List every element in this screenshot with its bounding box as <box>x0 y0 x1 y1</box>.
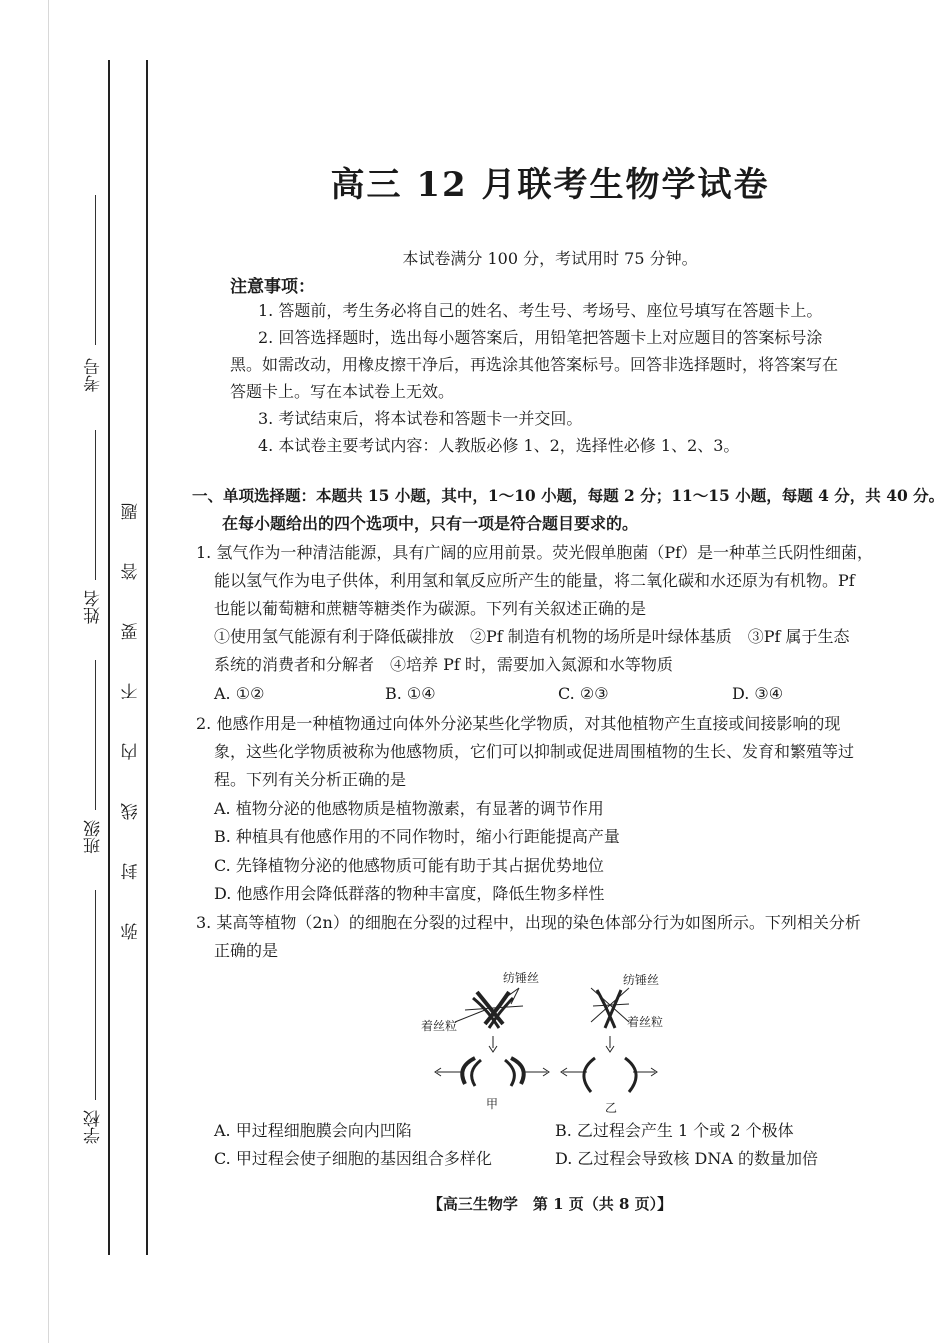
q3-text: 正确的是 <box>214 941 279 960</box>
seal-char: 答 <box>120 560 138 580</box>
q1-option-a: A. ①② <box>214 684 265 703</box>
q2-option-c: C. 先锋植物分泌的他感物质可能有助于其占据优势地位 <box>214 856 604 875</box>
q3-option-b: B. 乙过程会产生 1 个或 2 个极体 <box>555 1121 794 1140</box>
q1-text: 能以氢气作为电子供体，利用氢和氧反应所产生的能量，将二氧化碳和水还原为有机物。Pf <box>214 571 855 590</box>
class-blank <box>95 660 96 810</box>
exam-subtitle: 本试卷满分 100 分，考试用时 75 分钟。 <box>402 249 698 268</box>
page-footer: 【高三生物学 第 1 页（共 8 页）】 <box>427 1195 673 1213</box>
q2-text: 2. 他感作用是一种植物通过向体外分泌某些化学物质，对其他植物产生直接或间接影响的现 <box>196 714 841 733</box>
label-centromere-right: 着丝粒 <box>627 1015 664 1029</box>
binding-line-outer <box>146 60 148 1255</box>
exam-title: 高三 12 月联考生物学试卷 <box>330 165 770 205</box>
q2-text: 象，这些化学物质被称为他感物质，它们可以抑制或促进周围植物的生长、发育和繁殖等过 <box>214 742 855 761</box>
note-item: 4. 本试卷主要考试内容：人教版必修 1、2，选择性必修 1、2、3。 <box>258 436 740 455</box>
q1-option-d: D. ③④ <box>732 684 784 703</box>
q1-text: ①使用氢气能源有利于降低碳排放 ②Pf 制造有机物的场所是叶绿体基质 ③Pf 属于生态 <box>214 627 850 646</box>
name-label: 姓名 <box>83 590 104 624</box>
note-item: 答题卡上。写在本试卷上无效。 <box>230 382 455 401</box>
q2-option-b: B. 种植具有他感作用的不同作物时，缩小行距能提高产量 <box>214 827 620 846</box>
seal-line-text <box>118 465 140 945</box>
school-blank <box>95 890 96 1100</box>
seal-char: 不 <box>120 680 138 700</box>
label-jia: 甲 <box>486 1097 499 1111</box>
exam-no-blank <box>95 195 96 345</box>
q1-option-b: B. ①④ <box>385 684 436 703</box>
note-item: 2. 回答选择题时，选出每小题答案后，用铅笔把答题卡上对应题目的答案标号涂 <box>258 328 823 347</box>
binding-line-inner <box>108 60 110 1255</box>
process-jia-diagram <box>435 988 549 1086</box>
process-yi-diagram <box>561 988 657 1092</box>
seal-char: 封 <box>120 860 138 880</box>
class-label: 班级 <box>83 820 104 854</box>
name-blank <box>95 430 96 580</box>
notes-heading: 注意事项： <box>230 277 315 297</box>
note-item: 3. 考试结束后，将本试卷和答题卡一并交回。 <box>258 409 583 428</box>
label-spindle-right: 纺锤丝 <box>623 973 660 987</box>
seal-char: 题 <box>120 500 138 520</box>
q1-text: 也能以葡萄糖和蔗糖等糖类作为碳源。下列有关叙述正确的是 <box>214 599 647 618</box>
page-edge <box>48 0 49 1343</box>
chromosome-figure <box>415 968 695 1116</box>
section-heading: 一、单项选择题：本题共 15 小题，其中，1～10 小题，每题 2 分；11～15 小题，每题 4 分，共 40 分。 <box>192 486 945 505</box>
q1-text: 1. 氢气作为一种清洁能源，具有广阔的应用前景。荧光假单胞菌（Pf）是一种革兰氏阴性细菌， <box>196 543 874 562</box>
q3-option-a: A. 甲过程细胞膜会向内凹陷 <box>214 1121 412 1140</box>
q1-text: 系统的消费者和分解者 ④培养 Pf 时，需要加入氮源和水等物质 <box>214 655 673 674</box>
note-item: 1. 答题前，考生务必将自己的姓名、考生号、考场号、座位号填写在答题卡上。 <box>258 301 823 320</box>
q2-option-a: A. 植物分泌的他感物质是植物激素，有显著的调节作用 <box>214 799 604 818</box>
q1-option-c: C. ②③ <box>558 684 609 703</box>
seal-char: 弥 <box>120 920 138 940</box>
label-yi: 乙 <box>605 1101 618 1115</box>
q2-text: 程。下列有关分析正确的是 <box>214 770 407 789</box>
chromosome-diagram <box>415 968 695 1116</box>
q3-text: 3. 某高等植物（2n）的细胞在分裂的过程中，出现的染色体部分行为如图所示。下列相关分析 <box>196 913 861 932</box>
seal-char: 内 <box>120 740 138 760</box>
q3-option-c: C. 甲过程会使子细胞的基因组合多样化 <box>214 1149 492 1168</box>
q3-option-d: D. 乙过程会导致核 DNA 的数量加倍 <box>555 1149 818 1168</box>
seal-char: 线 <box>120 800 138 820</box>
label-spindle-left: 纺锤丝 <box>503 971 540 985</box>
label-centromere-left: 着丝粒 <box>421 1019 458 1033</box>
q2-option-d: D. 他感作用会降低群落的物种丰富度，降低生物多样性 <box>214 884 605 903</box>
section-instruction: 在每小题给出的四个选项中，只有一项是符合题目要求的。 <box>222 514 639 533</box>
exam-no-label: 考号 <box>83 358 104 392</box>
school-label: 学校 <box>83 1110 104 1144</box>
seal-char: 要 <box>120 620 138 640</box>
note-item: 黑。如需改动，用橡皮擦干净后，再选涂其他答案标号。回答非选择题时，将答案写在 <box>230 355 839 374</box>
